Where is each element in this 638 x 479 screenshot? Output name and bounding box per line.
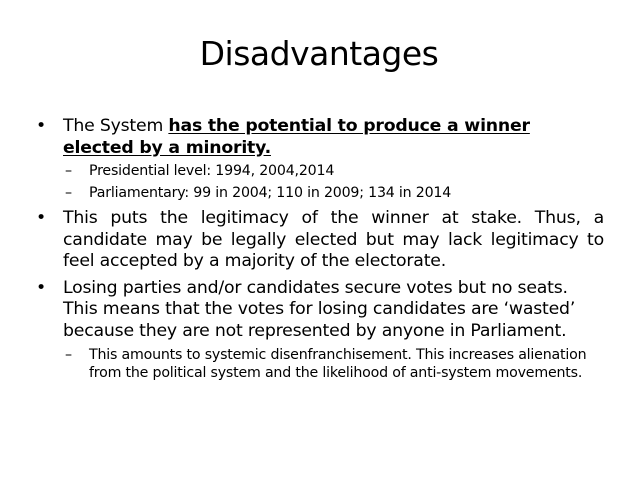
bullet-item xyxy=(36,208,604,273)
subbullet-marker: – xyxy=(65,347,72,363)
bullet-marker: • xyxy=(36,208,46,228)
bullet-item xyxy=(36,278,604,343)
bullet-marker: • xyxy=(36,277,46,298)
bullet-text: This puts the legitimacy of the winner at stake. Thus, a candidate may be legally elected but may lack legitimacy to feel accepted by a majority of the electorate. xyxy=(63,208,604,271)
bullet-item xyxy=(36,116,604,159)
subbullet-marker: – xyxy=(65,184,72,201)
bullet-text: Losing parties and/or candidates secure votes but no seats. This means that the votes for losing candidates are ‘wasted’ because they are not represented by anyone in Parliament. xyxy=(63,277,576,341)
subbullet-item xyxy=(36,185,604,203)
subbullet-text: This amounts to systemic disenfranchisement. This increases alienation from the political system and the likelihood of anti-system movements. xyxy=(89,347,587,381)
bullet-marker: • xyxy=(36,116,46,136)
subbullet-text: Presidential level: 1994, 2004,2014 xyxy=(89,163,335,179)
subbullet-item xyxy=(36,347,604,382)
slide-content xyxy=(36,116,604,382)
subbullet-marker: – xyxy=(65,163,72,179)
bullet-text: The System xyxy=(63,116,169,136)
emphasized-text: has the potential to produce a winner elected by a minority. xyxy=(63,116,530,158)
subbullet-text: Parliamentary: 99 in 2004; 110 in 2009; 134 in 2014 xyxy=(89,184,452,201)
slide-title: Disadvantages xyxy=(199,34,439,73)
subbullet-item xyxy=(36,163,604,181)
